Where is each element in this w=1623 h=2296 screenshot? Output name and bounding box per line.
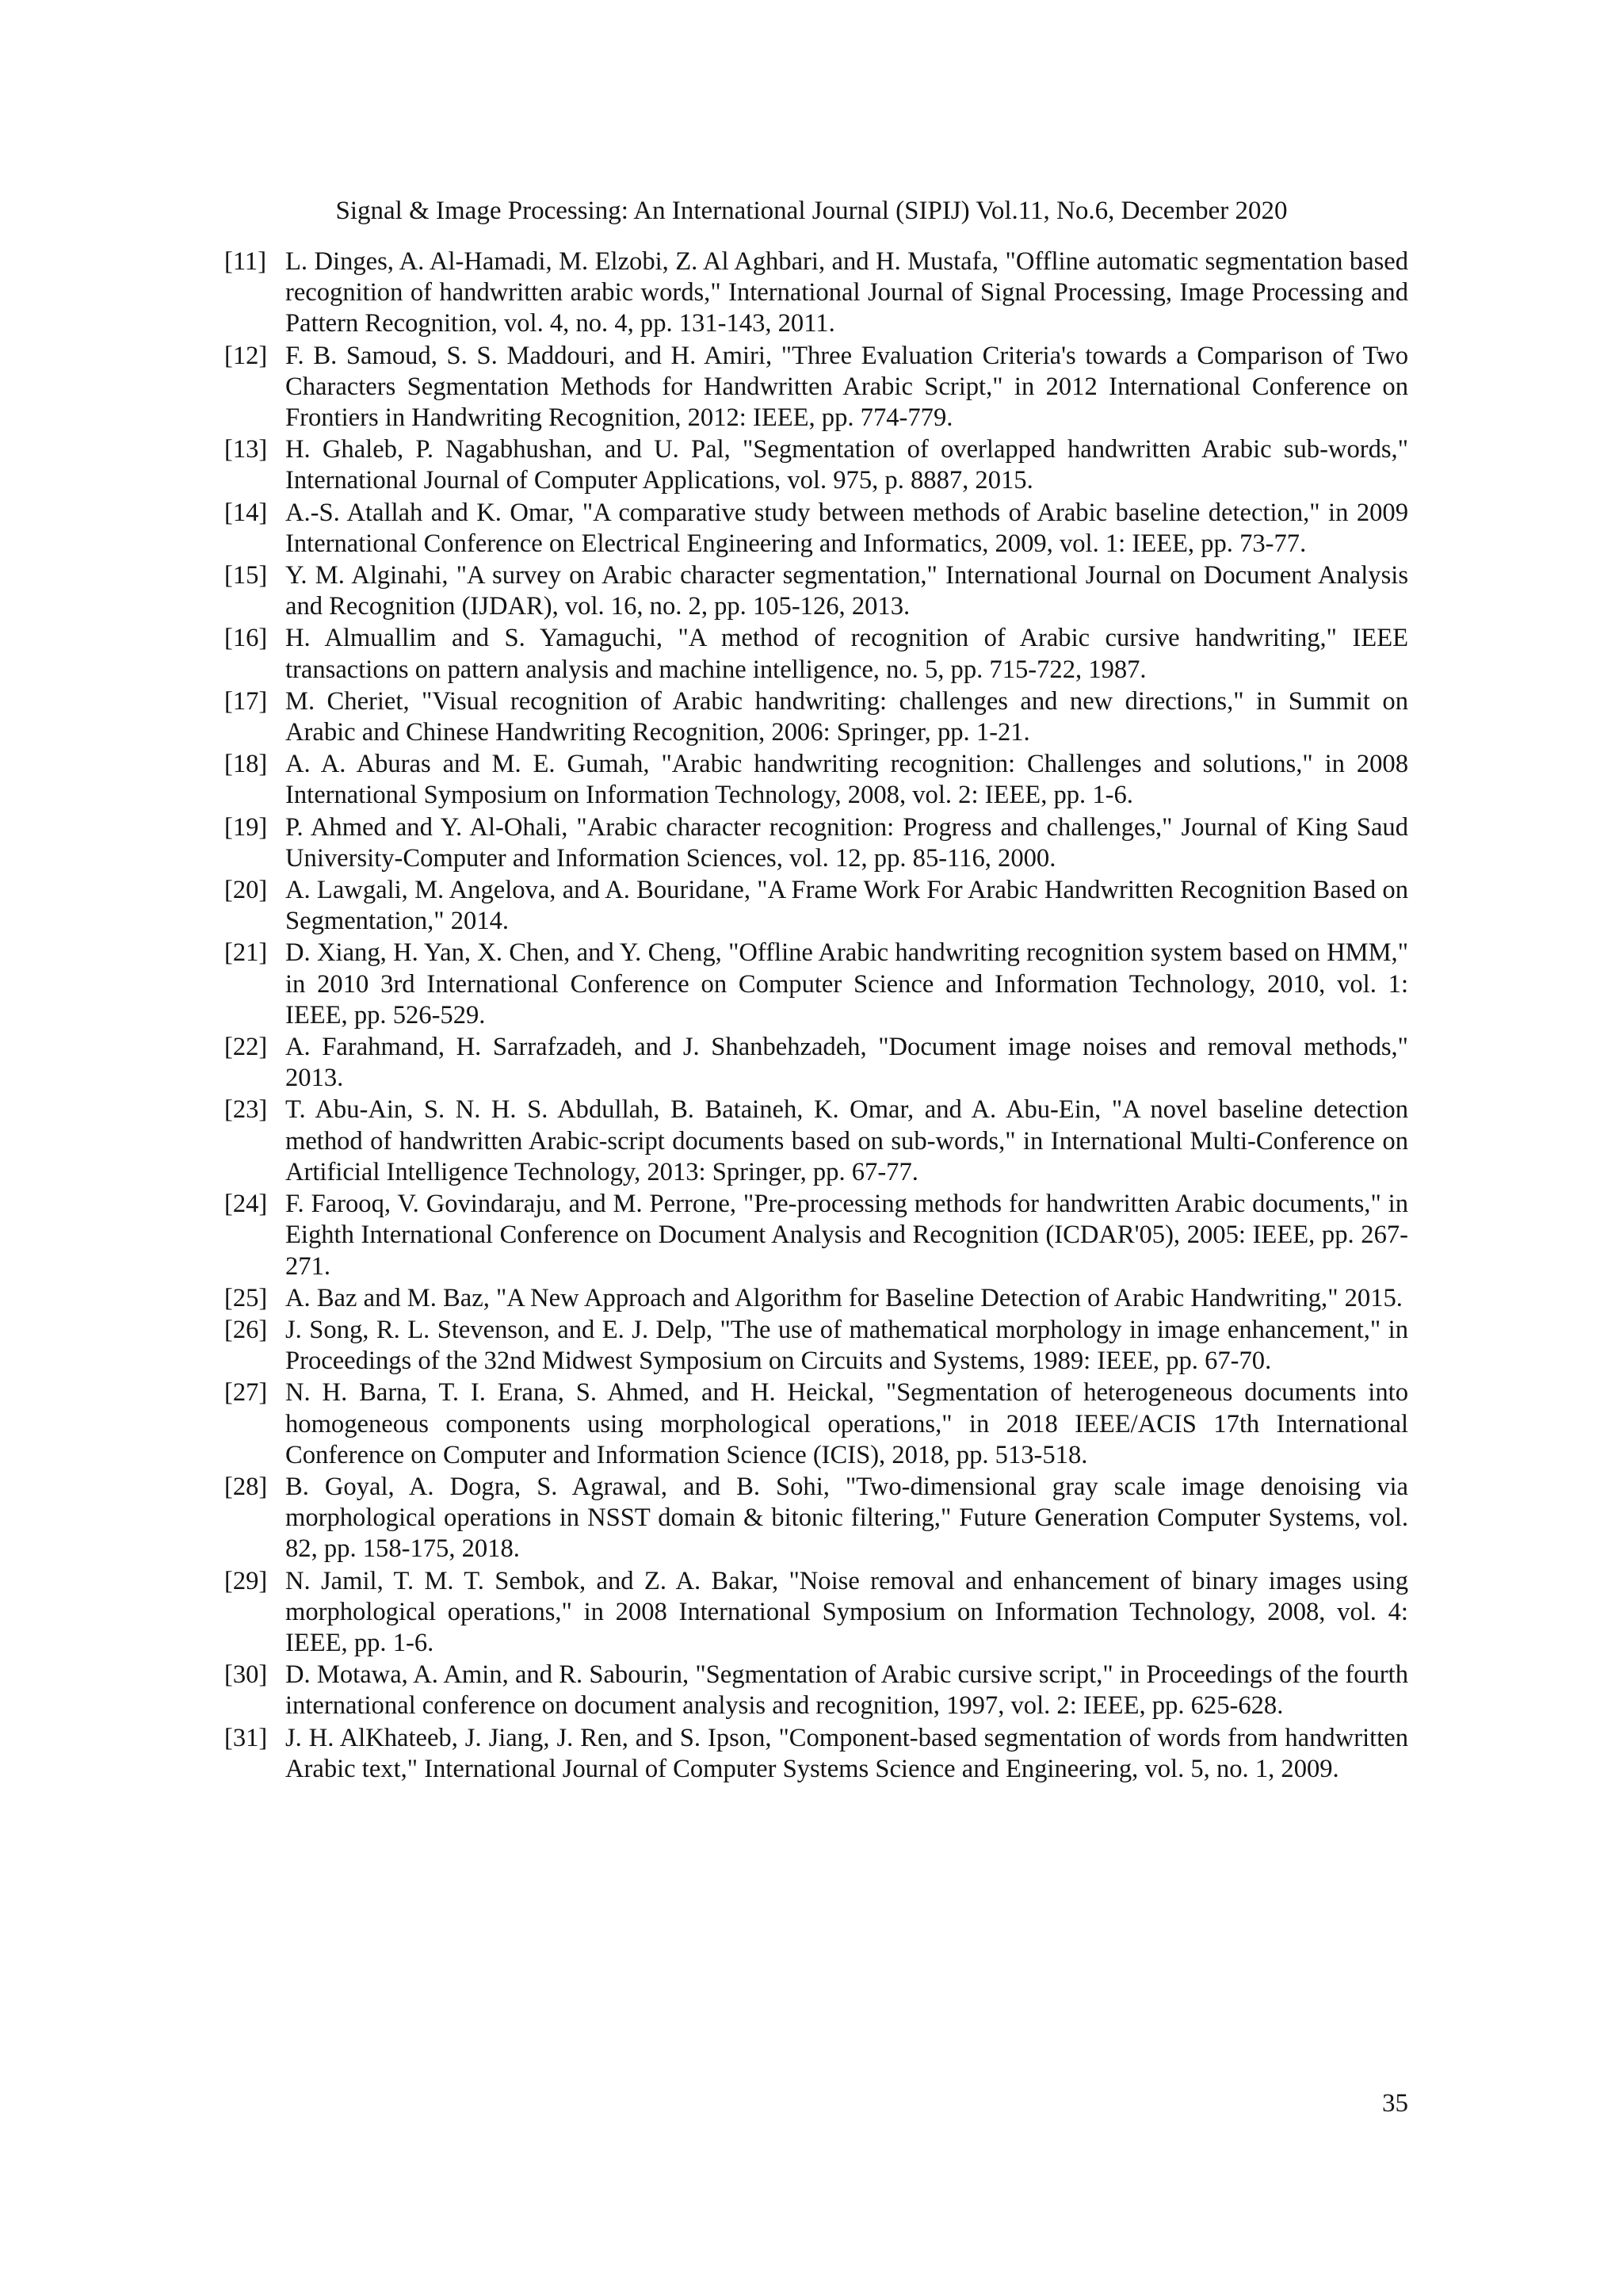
reference-number: [22]: [224, 1033, 268, 1062]
reference-text: A. A. Aburas and M. E. Gumah, "Arabic handwriting recognition: Challenges and solutions," in 2008 International Symposium on Information Technology, 2008, vol. 2: IEEE, pp. 1-6.: [285, 750, 1408, 810]
reference-text: P. Ahmed and Y. Al-Ohali, "Arabic character recognition: Progress and challenges," Journal of King Saud University-Computer and Information Sciences, vol. 12, pp. 85-116, 2000.: [285, 812, 1408, 873]
reference-item: [224, 1189, 1408, 1282]
reference-item: [224, 812, 1408, 874]
reference-text: Y. M. Alginahi, "A survey on Arabic character segmentation," International Journal on Document Analysis and Recognition (IJDAR), vol. 16, no. 2, pp. 105-126, 2013.: [285, 561, 1408, 621]
reference-item: [224, 246, 1408, 340]
reference-number: [30]: [224, 1660, 268, 1690]
reference-number: [18]: [224, 750, 268, 779]
reference-text: H. Almuallim and S. Yamaguchi, "A method of recognition of Arabic cursive handwriting," IEEE transactions on pattern analysis and machine intelligence, no. 5, pp. 715-722, 1987.: [285, 624, 1408, 684]
running-header: Signal & Image Processing: An International Journal (SIPIJ) Vol.11, No.6, December 2020: [335, 197, 1288, 225]
page-number: 35: [1382, 2089, 1408, 2118]
reference-item: [224, 1315, 1408, 1377]
reference-number: [21]: [224, 938, 268, 968]
reference-text: H. Ghaleb, P. Nagabhushan, and U. Pal, "Segmentation of overlapped handwritten Arabic sub-words," International Journal of Computer Applications, vol. 975, p. 8887, 2015.: [285, 435, 1408, 495]
reference-text: B. Goyal, A. Dogra, S. Agrawal, and B. Sohi, "Two-dimensional gray scale image denoising via morphological operations in NSST domain & bitonic filtering," Future Generation Computer Systems, vol. 82, pp. 158-175, 2018.: [285, 1472, 1408, 1564]
reference-item: [224, 1377, 1408, 1471]
reference-item: [224, 1660, 1408, 1721]
reference-number: [26]: [224, 1315, 268, 1344]
reference-number: [24]: [224, 1190, 268, 1219]
reference-item: [224, 1472, 1408, 1565]
reference-text: F. Farooq, V. Govindaraju, and M. Perrone, "Pre-processing methods for handwritten Arabic documents," in Eighth International Conference on Document Analysis and Recognition (ICDAR'05), 2005: IEEE, pp. 267-271.: [285, 1190, 1408, 1281]
reference-text: A. Farahmand, H. Sarrafzadeh, and J. Shanbehzadeh, "Document image noises and removal methods," 2013.: [285, 1033, 1408, 1093]
reference-item: [224, 1095, 1408, 1188]
reference-number: [15]: [224, 561, 268, 590]
reference-text: A. Baz and M. Baz, "A New Approach and Algorithm for Baseline Detection of Arabic Handwriting," 2015.: [285, 1283, 1403, 1312]
reference-number: [31]: [224, 1723, 268, 1752]
reference-number: [14]: [224, 498, 268, 527]
reference-number: [29]: [224, 1566, 268, 1595]
reference-text: D. Motawa, A. Amin, and R. Sabourin, "Segmentation of Arabic cursive script," in Proceedings of the fourth international conference on document analysis and recognition, 1997, vol. 2: IEEE, pp. 625-628.: [285, 1660, 1408, 1721]
reference-item: [224, 875, 1408, 937]
reference-number: [13]: [224, 435, 268, 464]
reference-text: M. Cheriet, "Visual recognition of Arabic handwriting: challenges and new directions," in Summit on Arabic and Chinese Handwriting Recognition, 2006: Springer, pp. 1-21.: [285, 686, 1408, 747]
reference-item: [224, 434, 1408, 496]
reference-item: [224, 498, 1408, 560]
reference-item: [224, 1283, 1408, 1314]
reference-number: [12]: [224, 341, 268, 370]
reference-text: J. Song, R. L. Stevenson, and E. J. Delp, "The use of mathematical morphology in image enhancement," in Proceedings of the 32nd Midwest Symposium on Circuits and Systems, 1989: IEEE, pp. 67-70.: [285, 1315, 1408, 1376]
reference-number: [25]: [224, 1283, 268, 1312]
reference-item: [224, 1032, 1408, 1094]
reference-text: N. H. Barna, T. I. Erana, S. Ahmed, and H. Heickal, "Segmentation of heterogeneous documents into homogeneous components using morphological operations," in 2018 IEEE/ACIS 17th International Conference on Computer and Information Science (ICIS), 2018, pp. 513-518.: [285, 1378, 1408, 1469]
reference-item: [224, 938, 1408, 1031]
reference-text: F. B. Samoud, S. S. Maddouri, and H. Amiri, "Three Evaluation Criteria's towards a Comparison of Two Characters Segmentation Methods for Handwritten Arabic Script," in 2012 International Conference on Frontiers in Handwriting Recognition, 2012: IEEE, pp. 774-779.: [285, 341, 1408, 433]
reference-item: [224, 1566, 1408, 1660]
reference-item: [224, 623, 1408, 685]
reference-list: [224, 246, 1408, 1786]
reference-text: A. Lawgali, M. Angelova, and A. Bouridane, "A Frame Work For Arabic Handwritten Recognition Based on Segmentation," 2014.: [285, 876, 1408, 936]
reference-number: [20]: [224, 876, 268, 905]
reference-item: [224, 560, 1408, 622]
reference-item: [224, 686, 1408, 748]
reference-text: N. Jamil, T. M. T. Sembok, and Z. A. Bakar, "Noise removal and enhancement of binary images using morphological operations," in 2008 International Symposium on Information Technology, 2008, vol. 4: IEEE, pp. 1-6.: [285, 1566, 1408, 1657]
reference-text: D. Xiang, H. Yan, X. Chen, and Y. Cheng, "Offline Arabic handwriting recognition system based on HMM," in 2010 3rd International Conference on Computer Science and Information Technology, 2010, vol. 1: IEEE, pp. 526-529.: [285, 938, 1408, 1030]
reference-number: [27]: [224, 1378, 268, 1408]
reference-item: [224, 341, 1408, 434]
reference-number: [28]: [224, 1472, 268, 1501]
reference-item: [224, 1723, 1408, 1785]
reference-number: [17]: [224, 686, 268, 716]
reference-text: T. Abu-Ain, S. N. H. S. Abdullah, B. Bataineh, K. Omar, and A. Abu-Ein, "A novel baseline detection method of handwritten Arabic-script documents based on sub-words," in International Multi-Conference on Artificial Intelligence Technology, 2013: Springer, pp. 67-77.: [285, 1095, 1408, 1186]
reference-text: J. H. AlKhateeb, J. Jiang, J. Ren, and S. Ipson, "Component-based segmentation of words from handwritten Arabic text," International Journal of Computer Systems Science and Engineering, vol. 5, no. 1, 2009.: [285, 1723, 1408, 1783]
reference-number: [19]: [224, 812, 268, 842]
reference-text: L. Dinges, A. Al-Hamadi, M. Elzobi, Z. Al Aghbari, and H. Mustafa, "Offline automatic segmentation based recognition of handwritten arabic words," International Journal of Signal Processing, Image Processing and Pattern Recognition, vol. 4, no. 4, pp. 131-143, 2011.: [285, 247, 1408, 338]
reference-number: [11]: [224, 247, 267, 276]
reference-number: [16]: [224, 624, 268, 653]
reference-item: [224, 749, 1408, 811]
reference-number: [23]: [224, 1095, 268, 1125]
reference-text: A.-S. Atallah and K. Omar, "A comparative study between methods of Arabic baseline detection," in 2009 International Conference on Electrical Engineering and Informatics, 2009, vol. 1: IEEE, pp. 73-77.: [285, 498, 1408, 558]
